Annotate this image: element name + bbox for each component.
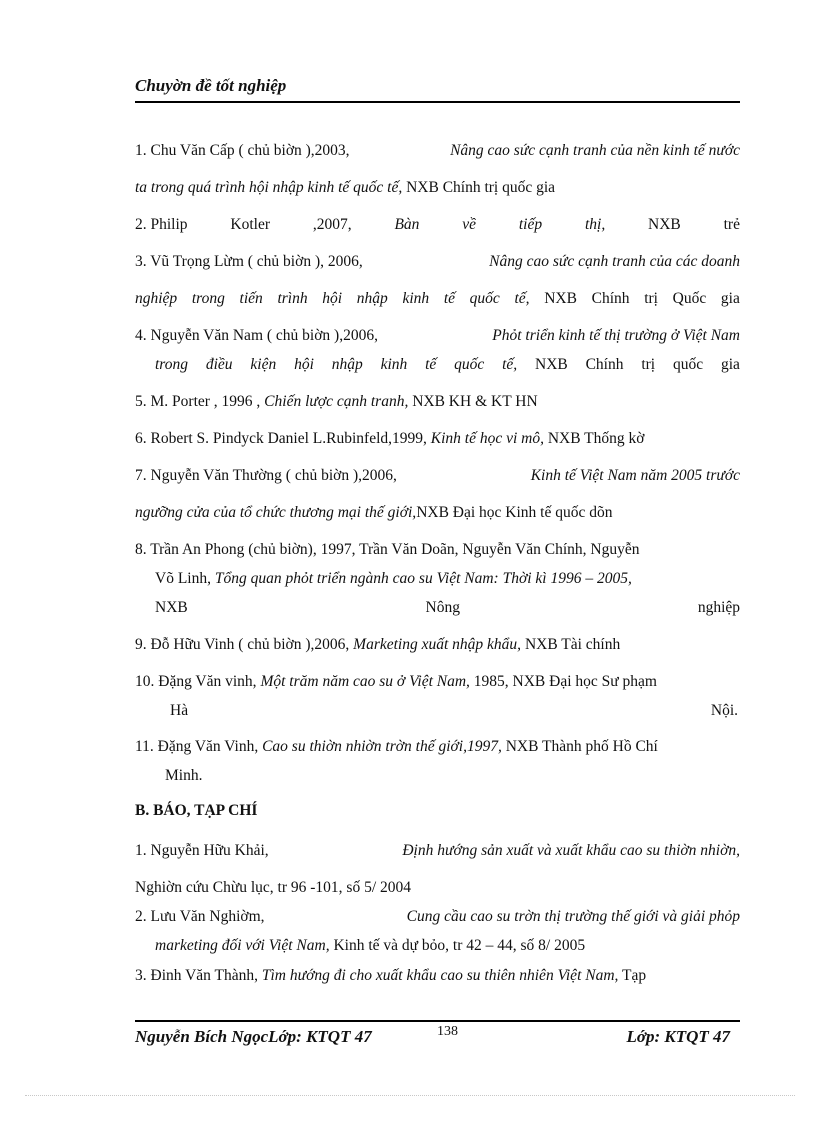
text-segment: hội bbox=[294, 356, 314, 373]
text-segment: NXB bbox=[648, 216, 681, 233]
article-3-line-1 bbox=[135, 966, 740, 986]
reference-10-line-2 bbox=[170, 701, 738, 721]
text-segment: Định hướng sản xuất và xuất khẩu cao su thiờn nhiờn, bbox=[402, 842, 740, 859]
text-segment: tiến bbox=[239, 290, 263, 307]
text-segment: 2. Philip bbox=[135, 216, 188, 233]
reference-8-line-3 bbox=[155, 598, 740, 618]
reference-3-line-2 bbox=[135, 289, 740, 309]
text-segment: Nâng cao sức cạnh tranh của nền kinh tế nước bbox=[450, 142, 740, 159]
text-segment: Marketing xuất nhập khẩu, bbox=[353, 636, 522, 653]
reference-6 bbox=[135, 429, 740, 449]
text-segment: tế bbox=[425, 356, 437, 373]
section-b-heading: B. BÁO, TẠP CHÍ bbox=[135, 802, 258, 819]
text-segment: thị, bbox=[584, 216, 606, 233]
text-segment: trị bbox=[644, 290, 658, 307]
text-segment: Chính bbox=[585, 356, 624, 373]
text-segment: NXB Thống kờ bbox=[543, 430, 645, 447]
text-segment: tế bbox=[443, 290, 455, 307]
text-segment: Cao su thiờn nhiờn trờn thế giới,1997, bbox=[262, 738, 502, 755]
text-segment: Chính bbox=[591, 290, 630, 307]
text-segment: Tạp bbox=[618, 967, 647, 984]
text-segment: Kinh tế Việt Nam năm 2005 trước bbox=[530, 467, 740, 484]
text-segment: 1. Nguyễn Hữu Khải, bbox=[135, 842, 269, 859]
text-segment: quốc bbox=[469, 290, 500, 307]
text-segment: ngưỡng cửa của tổ chức thương mại thế giới, bbox=[135, 504, 417, 521]
text-segment: 4. Nguyễn Văn Nam ( chủ biờn ),2006, bbox=[135, 327, 378, 344]
text-segment: kinh bbox=[380, 356, 408, 373]
text-segment: 9. Đỗ Hữu Vinh ( chủ biờn ),2006, bbox=[135, 636, 354, 653]
text-segment: 3. Đinh Văn Thành, bbox=[135, 967, 262, 984]
footer-rule bbox=[135, 1020, 740, 1022]
text-segment: trị bbox=[641, 356, 656, 373]
article-2-line-1 bbox=[135, 907, 740, 927]
text-segment: Nghiờn cứu Chừu lục, tr 96 -101, số 5/ 2004 bbox=[135, 879, 411, 896]
text-segment: Tìm hướng đi cho xuất khẩu cao su thiên nhiên Việt Nam, bbox=[261, 967, 619, 984]
reference-1-line-2 bbox=[135, 178, 740, 198]
text-segment: NXB bbox=[535, 356, 568, 373]
text-segment: NXB KH & KT HN bbox=[408, 393, 538, 410]
text-segment: NXB Tài chính bbox=[521, 636, 621, 653]
text-segment: Kinh tế học vi mô, bbox=[430, 430, 544, 447]
text-segment: NXB Đại học Kinh tế quốc dõn bbox=[416, 504, 613, 521]
text-segment: kinh bbox=[402, 290, 430, 307]
text-segment: Quốc bbox=[672, 290, 707, 307]
text-segment: 1. Chu Văn Cấp ( chủ biờn ),2003, bbox=[135, 142, 350, 159]
reference-7-line-1 bbox=[135, 466, 740, 486]
text-segment: ta trong quá trình hội nhập kinh tế quốc tế, bbox=[135, 179, 403, 196]
text-segment: Một trăm năm cao su ở Việt Nam, bbox=[260, 673, 470, 690]
text-segment: nhập bbox=[331, 356, 363, 373]
text-segment: 11. Đặng Văn Vinh, bbox=[135, 738, 263, 755]
reference-2 bbox=[135, 215, 740, 235]
article-2-line-2 bbox=[155, 936, 740, 956]
text-segment: quốc bbox=[672, 356, 704, 373]
text-segment: 10. Đặng Văn vinh, bbox=[135, 673, 261, 690]
reference-5 bbox=[135, 392, 740, 412]
reference-11-line-1 bbox=[135, 737, 740, 757]
article-1-line-2 bbox=[135, 878, 740, 898]
text-segment: 6. Robert S. Pindyck Daniel L.Rubinfeld,1999, bbox=[135, 430, 431, 447]
text-segment: hội bbox=[322, 290, 343, 307]
text-segment: Võ Linh, bbox=[155, 570, 215, 587]
text-segment: Hà bbox=[170, 702, 189, 719]
text-segment: Cung cầu cao su trờn thị trường thế giới và giải phỏp bbox=[406, 908, 740, 925]
text-segment: tế, bbox=[502, 356, 518, 373]
text-segment: 3. Vũ Trọng Lừm ( chủ biờn ), 2006, bbox=[135, 253, 363, 270]
text-segment: Nội. bbox=[710, 702, 738, 719]
reference-9 bbox=[135, 635, 740, 655]
article-1-line-1 bbox=[135, 841, 740, 861]
text-segment: kiện bbox=[250, 356, 277, 373]
text-segment: Phỏt triển kinh tế thị trường ở Việt Nam bbox=[492, 327, 740, 344]
reference-11-line-2 bbox=[165, 766, 735, 786]
reference-8-line-1 bbox=[135, 540, 740, 560]
page-number: 138 bbox=[437, 1024, 458, 1039]
text-segment: 5. M. Porter , 1996 , bbox=[135, 393, 265, 410]
text-segment: trong bbox=[191, 290, 225, 307]
text-segment: ,2007, bbox=[312, 216, 352, 233]
text-segment: Minh. bbox=[165, 767, 203, 784]
text-segment: điều bbox=[205, 356, 233, 373]
text-segment: 2. Lưu Văn Nghiờm, bbox=[135, 908, 265, 925]
reference-10-line-1 bbox=[135, 672, 740, 692]
reference-8-line-2 bbox=[155, 569, 740, 589]
reference-3-line-1 bbox=[135, 252, 740, 272]
footer-class: Lớp: KTQT 47 bbox=[626, 1027, 730, 1046]
reference-1-line-1 bbox=[135, 141, 740, 161]
text-segment: nhập bbox=[356, 290, 388, 307]
page-bottom-divider bbox=[25, 1095, 795, 1096]
text-segment: Bàn bbox=[394, 216, 420, 233]
text-segment: Kotler bbox=[230, 216, 270, 233]
text-segment: marketing đối với Việt Nam, bbox=[155, 937, 330, 954]
text-segment: Tổng quan phỏt triển ngành cao su Việt Nam: Thời kì 1996 – 2005, bbox=[214, 570, 632, 587]
text-segment: 7. Nguyễn Văn Thường ( chủ biờn ),2006, bbox=[135, 467, 397, 484]
text-segment: Nâng cao sức cạnh tranh của các doanh bbox=[489, 253, 740, 270]
text-segment: NXB bbox=[544, 290, 577, 307]
reference-4-line-2 bbox=[155, 355, 740, 375]
text-segment: Kinh tế và dự bỏo, tr 42 – 44, số 8/ 2005 bbox=[329, 937, 586, 954]
text-segment: quốc bbox=[454, 356, 485, 373]
reference-7-line-2 bbox=[135, 503, 740, 523]
text-segment: về bbox=[462, 216, 477, 233]
text-segment: NXB Thành phố Hồ Chí bbox=[501, 738, 658, 755]
text-segment: nghiệp bbox=[697, 599, 740, 616]
footer-author: Nguyễn Bích NgọcLớp: KTQT 47 bbox=[135, 1027, 372, 1046]
text-segment: 8. Trần An Phong (chủ biờn), 1997, Trần Văn Doãn, Nguyễn Văn Chính, Nguyễn bbox=[135, 541, 640, 558]
text-segment: nghiệp bbox=[135, 290, 178, 307]
text-segment: 1985, NXB Đại học Sư phạm bbox=[469, 673, 657, 690]
reference-4-line-1 bbox=[135, 326, 740, 346]
text-segment: trong bbox=[155, 356, 189, 373]
text-segment: NXB bbox=[155, 599, 188, 616]
text-segment: trình bbox=[277, 290, 308, 307]
page-header-title: Chuyờn đề tốt nghiệp bbox=[135, 76, 740, 103]
text-segment: gia bbox=[720, 290, 740, 307]
text-segment: tế, bbox=[514, 290, 530, 307]
text-segment: gia bbox=[720, 356, 740, 373]
text-segment: Nông bbox=[425, 599, 460, 616]
text-segment: NXB Chính trị quốc gia bbox=[402, 179, 556, 196]
text-segment: trẻ bbox=[723, 216, 740, 233]
text-segment: Chiến lược cạnh tranh, bbox=[264, 393, 409, 410]
text-segment: tiếp bbox=[518, 216, 543, 233]
